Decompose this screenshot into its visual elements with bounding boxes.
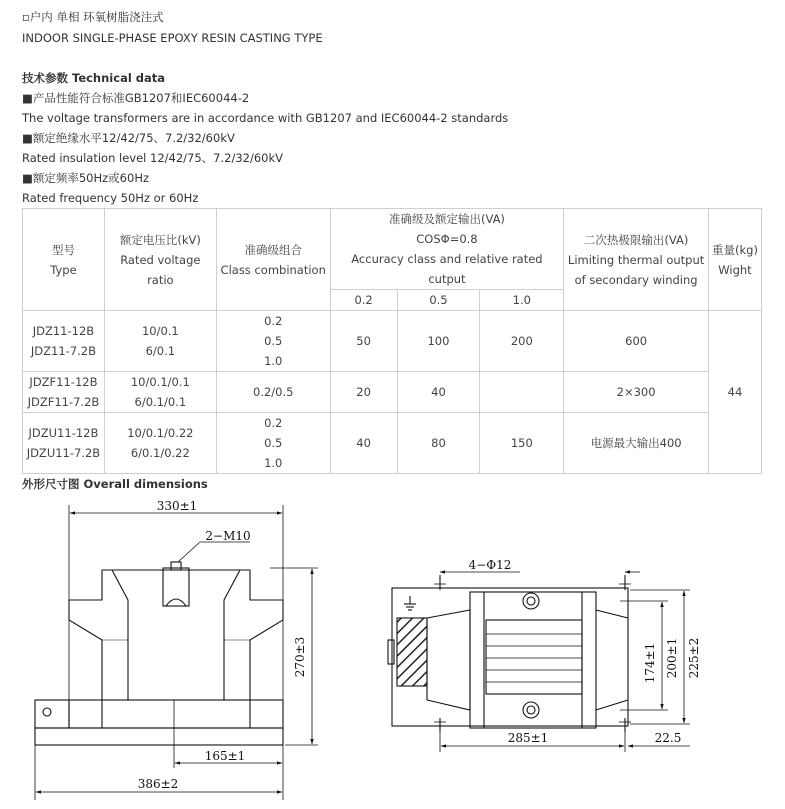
cell-v02: 40 [330, 413, 397, 474]
cell-class: 0.2 0.5 1.0 [216, 413, 330, 474]
header-type: 型号 Type [23, 209, 105, 311]
cell-v02: 20 [330, 372, 397, 413]
dim-386: 386±2 [137, 777, 179, 791]
dim-165: 165±1 [204, 749, 246, 763]
dim-200: 200±1 [665, 637, 679, 679]
cell-v05: 40 [397, 372, 480, 413]
cell-class: 0.2 0.5 1.0 [216, 311, 330, 372]
header-acc-05: 0.5 [397, 290, 480, 311]
cell-v02: 50 [330, 311, 397, 372]
header-thermal: 二次热极限输出(VA) Limiting thermal output of secondary winding [564, 209, 709, 311]
header-class: 准确级组合 Class combination [216, 209, 330, 311]
tech-line-2: The voltage transformers are in accordance with GB1207 and IEC60044-2 standards [22, 111, 509, 125]
dim-2-m10: 2−M10 [205, 529, 251, 543]
cell-type: JDZ11-12B JDZ11-7.2B [23, 311, 105, 372]
dim-22-5: 22.5 [654, 731, 682, 745]
tech-line-3: ■额定绝缘水平12/42/75、7.2/32/60kV [22, 131, 235, 145]
dim-174: 174±1 [643, 642, 657, 684]
tech-heading: 技术参数 Technical data [22, 71, 166, 85]
dim-225: 225±2 [687, 637, 701, 679]
tech-line-6: Rated frequency 50Hz or 60Hz [22, 191, 199, 205]
dim-285: 285±1 [507, 731, 549, 745]
cell-thermal: 电源最大输出400 [564, 413, 709, 474]
title-en: INDOOR SINGLE-PHASE EPOXY RESIN CASTING TYPE [22, 31, 323, 45]
cell-weight: 44 [708, 311, 761, 474]
header-accuracy: 准确级及额定输出(VA) COSΦ=0.8 Accuracy class and relative rated cutput [330, 209, 564, 290]
title-cn: ▫户内 单相 环氧树脂浇注式 [22, 10, 164, 24]
cell-v10: 150 [480, 413, 564, 474]
cell-type: JDZU11-12B JDZU11-7.2B [23, 413, 105, 474]
cell-ratio: 10/0.1/0.1 6/0.1/0.1 [104, 372, 216, 413]
cell-type: JDZF11-12B JDZF11-7.2B [23, 372, 105, 413]
cell-thermal: 2×300 [564, 372, 709, 413]
cell-v10: 200 [480, 311, 564, 372]
header-ratio: 额定电压比(kV) Rated voltage ratio [104, 209, 216, 311]
tech-line-1: ■产品性能符合标准GB1207和IEC60044-2 [22, 91, 250, 105]
dim-4-phi12: 4−Φ12 [468, 558, 512, 572]
cell-thermal: 600 [564, 311, 709, 372]
tech-line-5: ■额定频率50Hz或60Hz [22, 171, 149, 185]
header-acc-10: 1.0 [480, 290, 564, 311]
dim-330: 330±1 [156, 499, 198, 513]
dim-270: 270±3 [293, 636, 307, 678]
cell-v05: 80 [397, 413, 480, 474]
tech-line-4: Rated insulation level 12/42/75、7.2/32/60kV [22, 151, 283, 165]
cell-v05: 100 [397, 311, 480, 372]
front-view [35, 505, 318, 800]
cell-ratio: 10/0.1/0.22 6/0.1/0.22 [104, 413, 216, 474]
header-weight: 重量(kg) Wight [708, 209, 761, 311]
cell-class: 0.2/0.5 [216, 372, 330, 413]
cell-ratio: 10/0.1 6/0.1 [104, 311, 216, 372]
dims-heading: 外形尺寸图 Overall dimensions [22, 477, 208, 491]
header-acc-02: 0.2 [330, 290, 397, 311]
